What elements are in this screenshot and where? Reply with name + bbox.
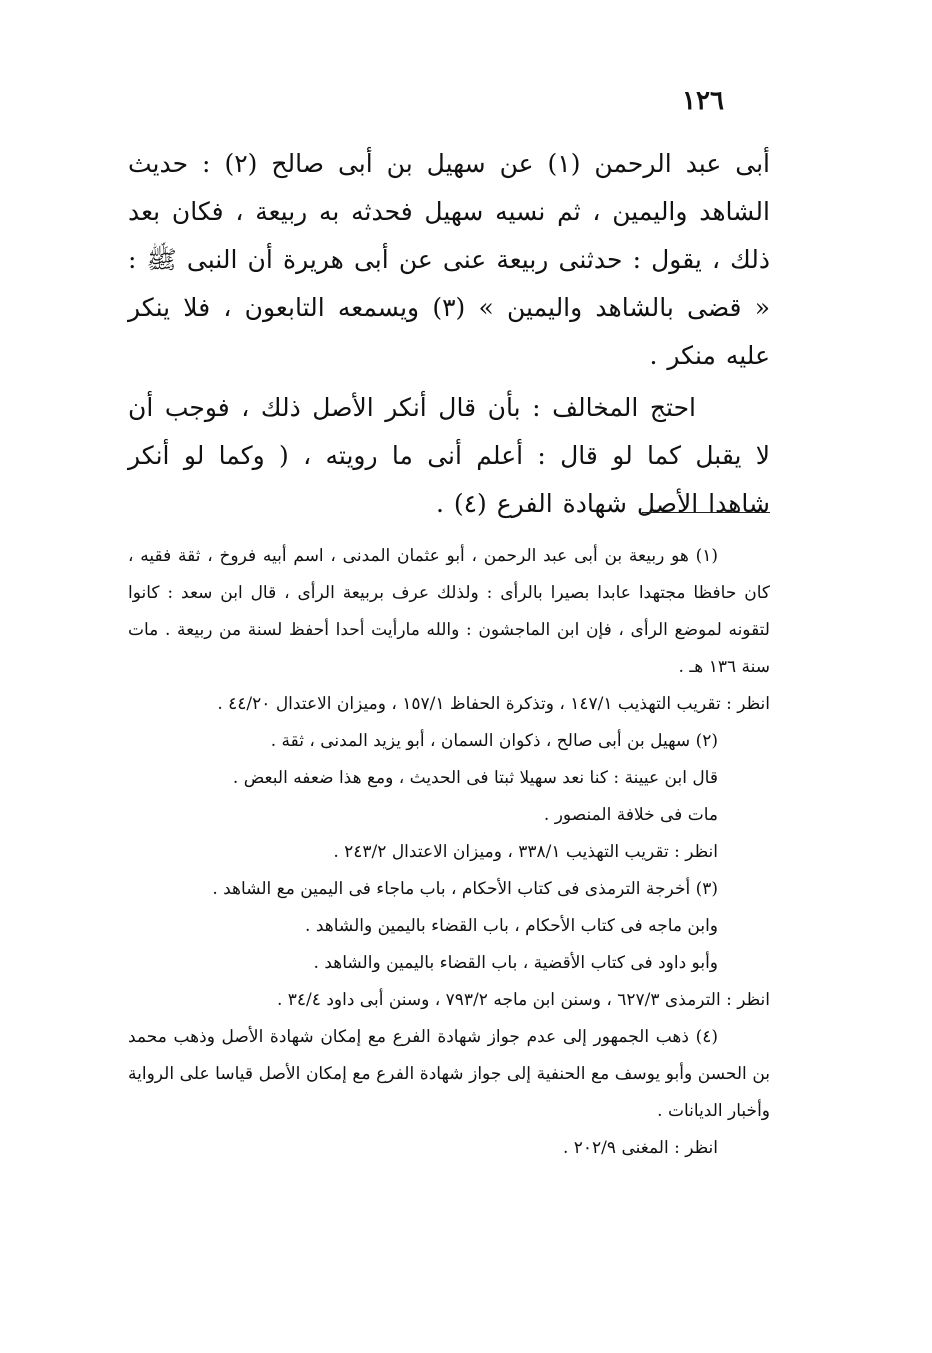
footnote-1: (١) هو ربيعة بن أبى عبد الرحمن ، أبو عثمان المدنى ، اسم أبيه فروخ ، ثقة فقيه ، كان حافظا مجتهدا عابدا بصيرا بالرأى : ولذلك عرف بربيعة الرأى ، قال ابن سعد : كانوا لتقونه لموضع الرأى ، فإن ابن الماجشون : والله مارأيت أحدا أحفظ لسنة من ربيعة . مات سنة ١٣٦ هـ . (128, 546, 770, 677)
footnote-3-line-1: (٣) أخرجة الترمذى فى كتاب الأحكام ، باب ماجاء فى اليمين مع الشاهد . (212, 879, 718, 899)
footnote-2-line-1: (٢) سهيل بن أبى صالح ، ذكوان السمان ، أبو يزيد المدنى ، ثقة . (270, 731, 718, 751)
page-number: ١٢٦ (682, 86, 724, 116)
footnote-1-reference: انظر : تقريب التهذيب ١٤٧/١ ، وتذكرة الحفاظ ١٥٧/١ ، وميزان الاعتدال ٤٤/٢٠ . (217, 694, 770, 714)
main-text (128, 140, 770, 532)
main-paragraph-2: احتج المخالف : بأن قال أنكر الأصل ذلك ، فوجب أن لا يقبل كما لو قال : أعلم أنى ما رويته ، ( وكما لو أنكر شاهدا الأصل شهادة الفرع (٤) . (128, 393, 770, 518)
footnote-2-line-3: مات فى خلافة المنصور . (543, 805, 718, 825)
footnote-4-reference: انظر : المغنى ٢٠٢/٩ . (562, 1138, 718, 1158)
footnote-3-reference: انظر : الترمذى ٦٢٧/٣ ، وسنن ابن ماجه ٧٩٣/٢ ، وسنن أبى داود ٣٤/٤ . (276, 990, 770, 1010)
footnote-3-line-3: وأبو داود فى كتاب الأقضية ، باب القضاء باليمين والشاهد . (313, 953, 718, 973)
footnote-2-reference: انظر : تقريب التهذيب ٣٣٨/١ ، وميزان الاعتدال ٢٤٣/٢ . (333, 842, 718, 862)
footnote-2-line-2: قال ابن عيينة : كنا نعد سهيلا ثبتا فى الحديث ، ومع هذا ضعفه البعض . (232, 768, 718, 788)
footnote-separator (642, 512, 770, 513)
main-paragraph-1: أبى عبد الرحمن (١) عن سهيل بن أبى صالح (٢) : حديث الشاهد واليمين ، ثم نسيه سهيل فحدثه به ربيعة ، فكان بعد ذلك ، يقول : حدثنى ربيعة عنى عن أبى هريرة أن النبى ﷺ : « قضى بالشاهد واليمين » (٣) ويسمعه التابعون ، فلا ينكر عليه منكر . (128, 149, 770, 370)
footnotes (128, 538, 770, 1167)
footnote-4: (٤) ذهب الجمهور إلى عدم جواز شهادة الفرع مع إمكان شهادة الأصل وذهب محمد بن الحسن وأبو يوسف مع الحنفية إلى جواز شهادة الفرع مع إمكان الأصل قياسا على الرواية وأخبار الديانات . (128, 1027, 770, 1121)
footnote-3-line-2: وابن ماجه فى كتاب الأحكام ، باب القضاء باليمين والشاهد . (305, 916, 718, 936)
